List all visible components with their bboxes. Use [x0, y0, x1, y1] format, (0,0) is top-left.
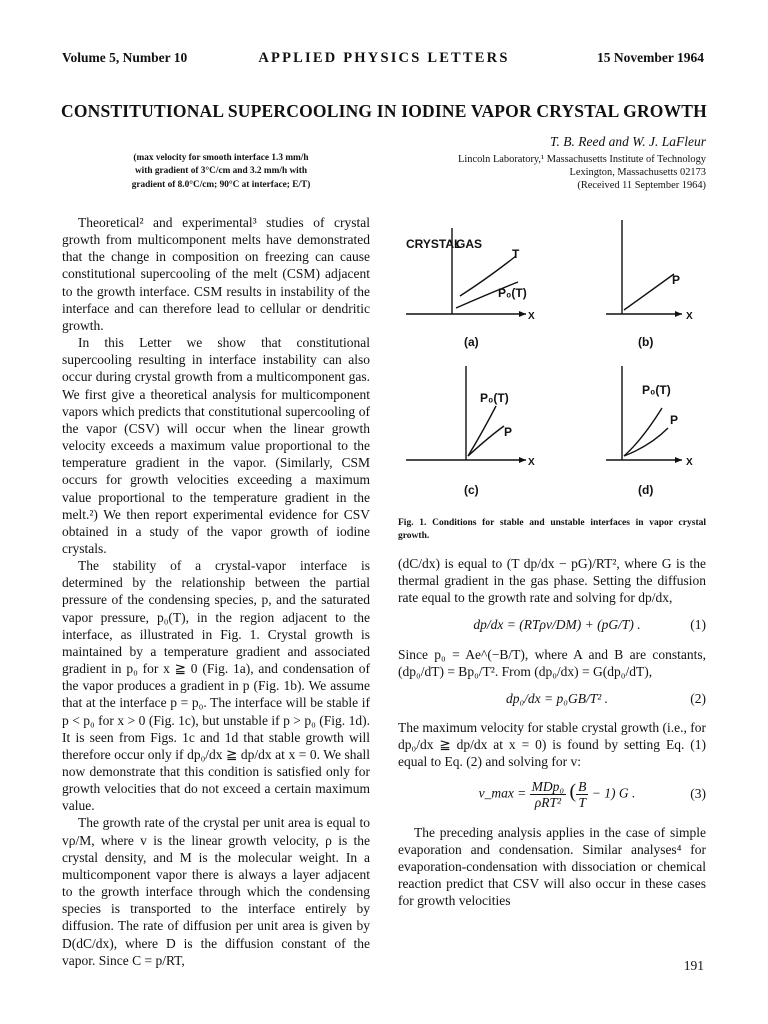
label-po-t-a: P₀(T) [498, 286, 527, 300]
journal-volume: Volume 5, Number 10 [62, 50, 188, 65]
equation-3-denominator: ρRT² [534, 794, 562, 810]
right-text-2: Since p₀ = Ae^(−B/T), where A and B are constants, (dp₀/dT) = Bp₀/T². From (dp₀/dx) = G(dp₀/dT), [398, 646, 706, 679]
abstract-line-3: gradient of 8.0°C/cm; 90°C at interface; E/T) [131, 179, 311, 190]
equation-1-body: dp/dx = (RTρv/DM) + (pG/T) . [473, 617, 641, 633]
equation-3-inner-fraction [576, 779, 588, 810]
equation-3-numerator: MDp₀ [531, 778, 565, 794]
abstract-line-1: (max velocity for smooth interface 1.3 mm/h [133, 153, 309, 163]
equation-3-inner-denominator: T [578, 794, 587, 810]
label-t: T [512, 247, 520, 261]
equation-3-lhs: v_max = [478, 785, 527, 801]
equation-2-number: (2) [690, 690, 706, 706]
label-x-c: X [528, 457, 535, 468]
panel-label-a: (a) [464, 335, 479, 349]
panel-label-b: (b) [638, 335, 654, 349]
journal-name: APPLIED PHYSICS LETTERS [258, 50, 510, 66]
label-crystal: CRYSTAL [406, 237, 462, 251]
panel-label-d: (d) [638, 483, 654, 497]
label-x-b: X [686, 311, 693, 322]
label-p-d: P [670, 413, 679, 427]
label-gas: GAS [456, 237, 483, 251]
equation-3-fraction [530, 779, 566, 810]
equation-2-body: dp₀/dx = p₀GB/T² . [505, 690, 609, 706]
authors: T. B. Reed and W. J. LaFleur [550, 134, 706, 149]
equation-3-body [398, 779, 676, 810]
figure-caption: Fig. 1. Conditions for stable and unstable interfaces in vapor crystal growth. [398, 518, 706, 541]
right-text-1: (dC/dx) is equal to (T dp/dx − pG)/RT², where G is the thermal gradient in the gas phase. Setting the diffusion rate equal to the growth rate and solving for dp/dx, [398, 556, 706, 606]
label-x-d: X [686, 457, 693, 468]
equation-1 [398, 616, 706, 633]
right-text-3: The maximum velocity for stable crystal growth (i.e., for dp₀/dx ≧ dp/dx at x = 0) is found by setting Eq. (1) equal to Eq. (2) and solving for v: [398, 720, 706, 770]
left-column [62, 214, 370, 969]
panel-label-c: (c) [464, 483, 479, 497]
label-po-t-c: P₀(T) [480, 391, 509, 405]
equation-2 [398, 690, 706, 707]
label-p-b: P [672, 273, 681, 287]
affiliation-line-1: Lincoln Laboratory,¹ Massachusetts Institute of Technology [458, 154, 706, 165]
abstract-line-2: with gradient of 3°C/cm and 3.2 mm/h with [134, 166, 308, 177]
received-date: (Received 11 September 1964) [577, 180, 706, 192]
equation-3 [398, 779, 706, 810]
equation-3-paren: ( [569, 780, 577, 803]
figure-1 [398, 218, 710, 514]
paragraph-2: In this Letter we show that constitutional supercooling resulting in interface instability can also occur during crystal growth from a multicomponent gas. We first give a theoretical analysis for multicomponent vapors which predicts that constitutional supercooling of the vapor (CSV) will occur when the linear growth velocity exceeds a maximum value proportional to the temperature gradient in the vapor. (Similarly, CSM occurs for growth velocities exceeding a maximum value proportional to the temperature gradient in the melt.²) We then report experimental evidence for CSV obtained in a study of the vapor growth of iodine crystals. [62, 335, 370, 556]
equation-3-number: (3) [690, 786, 706, 802]
issue-date: 15 November 1964 [597, 50, 704, 65]
right-text-4: The preceding analysis applies in the case of simple evaporation and condensation. Similar analyses⁴ for evaporation-condensation with dissociation or chemical reaction predict that CSV will also occur in these cases for growth velocities [398, 824, 706, 909]
page-number: 191 [683, 958, 704, 973]
equation-1-number: (1) [690, 617, 706, 633]
paragraph-3: The stability of a crystal-vapor interface is determined by the relationship between the partial pressure of the condensing species, p, and the saturated vapor pressure, p₀(T), in the region adjacent to the interface, as illustrated in Fig. 1. Crystal growth is maintained by a temperature gradient and associated gradient in p₀ for x ≧ 0 (Fig. 1a), and condensation of the vapor produces a gradient in p (Fig. 1b). We assume that at the interface p = p₀. The interface will be stable if p < p₀ for x > 0 (Fig. 1c), but unstable if p > p₀ (Fig. 1d). It is seen from Figs. 1c and 1d that stable growth will therefore occur only if dp₀/dx ≧ dp/dx at x = 0. We shall now demonstrate that this condition is satisfied only for growth velocities that do not exceed a certain maximum value. [62, 558, 370, 814]
paragraph-4: The growth rate of the crystal per unit area is equal to vρ/M, where v is the linear growth velocity, ρ is the crystal density, and M is the molecular weight. In a multicomponent vapor there is always a layer adjacent to the growth interface through which the condensing species is transported to the interface entirely by diffusion. The rate of diffusion per unit area is given by D(dC/dx), where D is the diffusion constant of the vapor. Since C = p/RT, [62, 815, 370, 968]
paragraph-1: Theoretical² and experimental³ studies of crystal growth from multicomponent melts have demonstrated that the change in composition on freezing can cause constitutional supercooling of the melt (CSM) adjacent to the growth interface. CSM results in instability of the interface and can therefore lead to cellular or dendritic growth. [62, 215, 370, 333]
abstract-note [90, 152, 352, 192]
affiliation [386, 153, 706, 193]
affiliation-line-2: Lexington, Massachusetts 02173 [569, 167, 706, 179]
equation-3-inner-numerator: B [578, 778, 587, 794]
article-title: CONSTITUTIONAL SUPERCOOLING IN IODINE VAPOR CRYSTAL GROWTH [61, 101, 707, 121]
label-po-t-d: P₀(T) [642, 383, 671, 397]
label-p-c: P [504, 425, 513, 439]
equation-3-rest: − 1) G . [591, 785, 636, 801]
label-x-a: X [528, 311, 535, 322]
right-column [398, 555, 706, 909]
